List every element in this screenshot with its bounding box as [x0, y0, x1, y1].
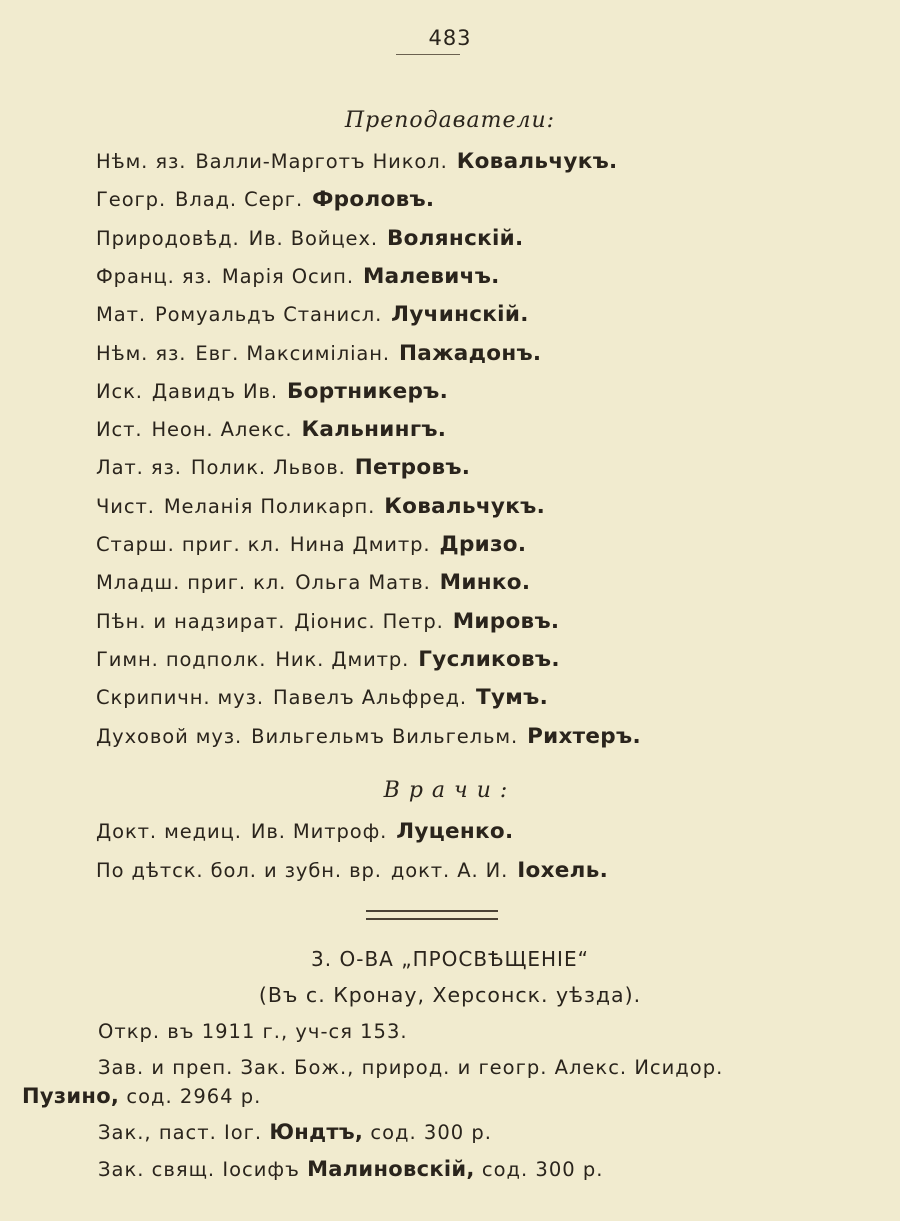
staff-name: Ив. Митроф.: [250, 820, 388, 843]
priest-surname: Малиновскій,: [307, 1157, 475, 1181]
staff-entry: [96, 263, 500, 291]
section-title: 3. О-ВА „ПРОСВѢЩЕНІЕ“: [311, 947, 589, 971]
staff-surname: Волянскій.: [387, 225, 524, 251]
section-divider: [366, 910, 498, 920]
staff-name: Діонис. Петр.: [294, 609, 444, 633]
staff-surname: Тумъ.: [476, 685, 549, 711]
priest-line: [98, 1155, 900, 1184]
staff-subject: Докт. медиц.: [96, 820, 242, 843]
staff-entry: [96, 684, 548, 712]
staff-subject: Пѣн. и надзират.: [96, 609, 286, 633]
staff-surname: Ковальчукъ.: [384, 493, 546, 519]
staff-surname: Малевичъ.: [362, 263, 500, 289]
staff-surname: Минко.: [439, 570, 531, 596]
staff-surname: Рихтеръ.: [527, 723, 641, 749]
opened-line: Откр. въ 1911 г., уч-ся 153.: [98, 1020, 408, 1043]
staff-surname: Лучинскій.: [391, 302, 529, 328]
staff-name: докт. А. И.: [390, 858, 509, 882]
staff-entry: [96, 416, 446, 444]
staff-surname: Луценко.: [396, 819, 514, 844]
page-number: 483: [428, 26, 472, 50]
director-line-cont: [22, 1082, 872, 1111]
staff-subject: Геогр.: [96, 188, 167, 212]
staff-subject: Мат.: [96, 303, 146, 327]
staff-surname: Дризо.: [439, 532, 527, 557]
staff-entry: [96, 301, 529, 329]
staff-subject: Иск.: [96, 379, 143, 403]
staff-entry: [96, 186, 434, 214]
staff-surname: Іохель.: [517, 857, 609, 883]
staff-entry: [96, 454, 470, 482]
staff-name: Ив. Войцех.: [248, 226, 378, 250]
priest-salary: сод. 300 р.: [481, 1158, 604, 1181]
pastor-prefix: Зак., паст. Іог.: [98, 1121, 263, 1144]
staff-surname: Гусликовъ.: [418, 646, 560, 672]
staff-subject: Природовѣд.: [96, 226, 240, 250]
page-number-rule: [396, 54, 460, 55]
staff-entry: [96, 818, 513, 846]
staff-subject: Нѣм. яз.: [96, 341, 187, 365]
staff-name: Ник. Дмитр.: [275, 647, 410, 671]
staff-subject: Гимн. подполк.: [96, 647, 267, 671]
pastor-line: [98, 1118, 900, 1147]
section-subtitle: (Въ с. Кронау, Херсонск. уѣзда).: [258, 983, 642, 1007]
staff-name: Ольга Матв.: [295, 571, 431, 595]
staff-entry: [96, 857, 608, 885]
staff-name: Меланія Поликарп.: [163, 494, 376, 518]
staff-subject: Чист.: [96, 494, 155, 518]
staff-surname: Ковальчукъ.: [456, 149, 618, 174]
staff-entry: [96, 225, 524, 253]
director-salary: сод. 2964 р.: [126, 1085, 262, 1108]
staff-surname: Петровъ.: [354, 455, 471, 481]
pastor-salary: сод. 300 р.: [370, 1121, 492, 1144]
staff-subject: Духовой муз.: [96, 724, 243, 748]
staff-entry: [96, 378, 448, 406]
director-text: Зав. и преп. Зак. Бож., природ. и геогр. Алекс. Исидор.: [98, 1056, 724, 1079]
staff-surname: Пажадонъ.: [398, 340, 542, 366]
staff-subject: Скрипичн. муз.: [96, 686, 264, 710]
staff-surname: Фроловъ.: [312, 187, 435, 213]
pastor-surname: Юндтъ,: [269, 1120, 364, 1144]
staff-entry: [96, 646, 560, 674]
staff-name: Павелъ Альфред.: [272, 686, 468, 710]
director-line: [98, 1054, 838, 1082]
staff-name: Неон. Алекс.: [151, 418, 293, 442]
staff-name: Нина Дмитр.: [289, 533, 431, 556]
priest-prefix: Зак. свящ. Іосифъ: [98, 1158, 300, 1181]
staff-subject: По дѣтск. бол. и зубн. вр.: [96, 858, 382, 882]
staff-subject: Старш. приг. кл.: [96, 533, 281, 556]
director-surname: Пузино,: [22, 1084, 120, 1108]
staff-name: Валли-Марготъ Никол.: [195, 150, 448, 173]
staff-subject: Лат. яз.: [96, 456, 182, 480]
staff-name: Ромуальдъ Станисл.: [154, 303, 383, 327]
staff-name: Давидъ Ив.: [151, 379, 278, 403]
staff-entry: [96, 723, 641, 751]
doctors-heading: Врачи:: [383, 778, 517, 803]
staff-entry: [96, 340, 541, 368]
teachers-heading: Преподаватели:: [344, 108, 556, 133]
staff-surname: Кальнингъ.: [301, 417, 447, 443]
staff-name: Марія Осип.: [221, 264, 354, 288]
staff-name: Влад. Серг.: [175, 188, 304, 212]
staff-entry: [96, 148, 618, 176]
staff-name: Евг. Максиміліан.: [195, 341, 390, 365]
staff-entry: [96, 531, 526, 559]
staff-entry: [96, 608, 559, 636]
staff-subject: Франц. яз.: [96, 264, 213, 288]
staff-subject: Ист.: [96, 418, 143, 442]
staff-entry: [96, 493, 545, 521]
staff-name: Полик. Львов.: [190, 456, 346, 480]
staff-entry: [96, 569, 530, 597]
staff-subject: Младш. приг. кл.: [96, 571, 287, 595]
staff-surname: Бортникеръ.: [286, 378, 449, 404]
staff-surname: Мировъ.: [452, 608, 560, 634]
staff-subject: Нѣм. яз.: [96, 150, 187, 173]
staff-name: Вильгельмъ Вильгельм.: [251, 724, 519, 748]
